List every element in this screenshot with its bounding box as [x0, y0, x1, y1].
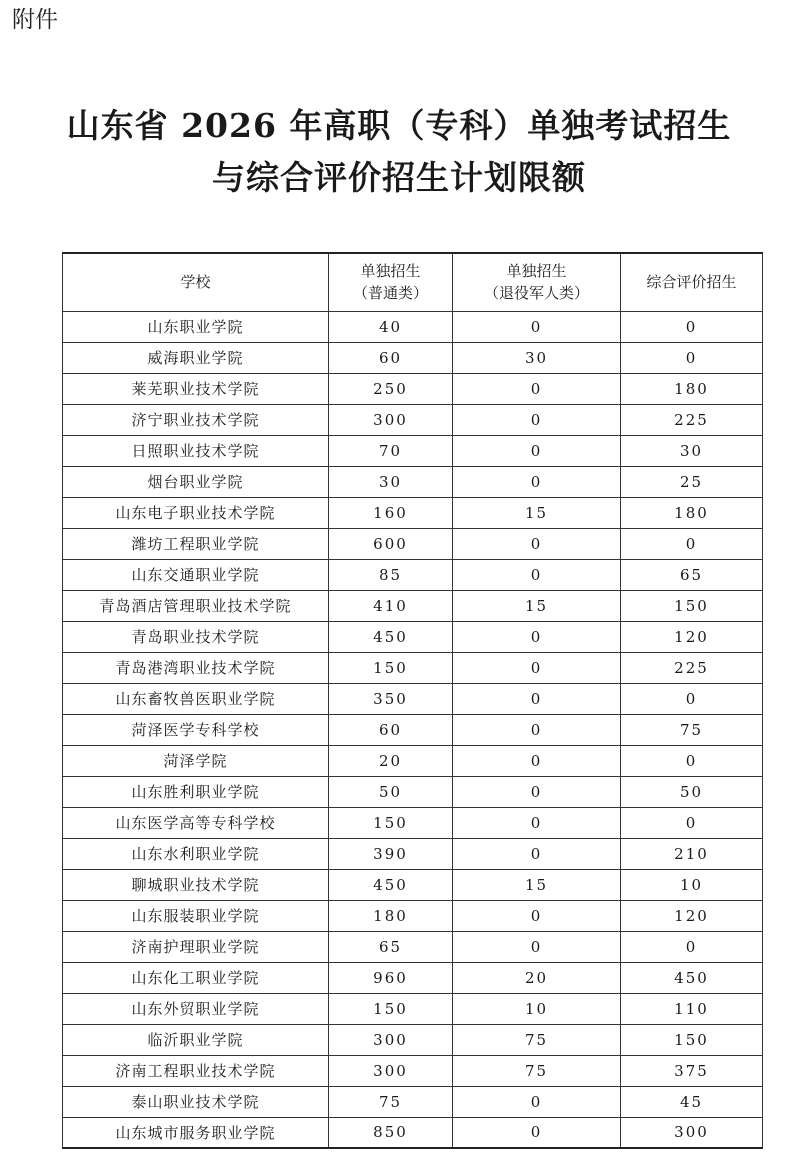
cell-veteran: 0 — [453, 373, 621, 404]
cell-school: 青岛酒店管理职业技术学院 — [63, 590, 329, 621]
cell-school: 菏泽医学专科学校 — [63, 714, 329, 745]
cell-school: 济南护理职业学院 — [63, 931, 329, 962]
cell-normal: 50 — [329, 776, 453, 807]
cell-evaluation: 300 — [621, 1117, 763, 1148]
cell-veteran: 0 — [453, 776, 621, 807]
cell-normal: 450 — [329, 869, 453, 900]
cell-veteran: 0 — [453, 559, 621, 590]
header-normal-line2: （普通类） — [352, 284, 428, 303]
cell-school: 济南工程职业技术学院 — [63, 1055, 329, 1086]
cell-evaluation: 450 — [621, 962, 763, 993]
cell-evaluation: 0 — [621, 745, 763, 776]
cell-school: 烟台职业学院 — [63, 466, 329, 497]
cell-veteran: 0 — [453, 311, 621, 342]
header-school: 学校 — [63, 253, 329, 311]
cell-normal: 30 — [329, 466, 453, 497]
cell-veteran: 0 — [453, 621, 621, 652]
cell-veteran: 0 — [453, 652, 621, 683]
header-evaluation: 综合评价招生 — [621, 253, 763, 311]
cell-evaluation: 150 — [621, 1024, 763, 1055]
cell-evaluation: 110 — [621, 993, 763, 1024]
document-title — [0, 100, 798, 204]
cell-veteran: 15 — [453, 590, 621, 621]
table-row — [63, 838, 763, 869]
cell-normal: 20 — [329, 745, 453, 776]
table-row — [63, 559, 763, 590]
cell-veteran: 0 — [453, 435, 621, 466]
cell-normal: 160 — [329, 497, 453, 528]
cell-school: 山东胜利职业学院 — [63, 776, 329, 807]
cell-school: 山东交通职业学院 — [63, 559, 329, 590]
cell-normal: 410 — [329, 590, 453, 621]
table-header — [63, 253, 763, 311]
cell-veteran: 0 — [453, 466, 621, 497]
cell-veteran: 15 — [453, 869, 621, 900]
table-row — [63, 1117, 763, 1148]
cell-evaluation: 0 — [621, 528, 763, 559]
cell-normal: 85 — [329, 559, 453, 590]
cell-veteran: 75 — [453, 1055, 621, 1086]
cell-school: 青岛职业技术学院 — [63, 621, 329, 652]
cell-school: 山东城市服务职业学院 — [63, 1117, 329, 1148]
table-row — [63, 962, 763, 993]
title-line-1: 山东省 2026 年高职（专科）单独考试招生 — [66, 106, 732, 145]
cell-veteran: 0 — [453, 683, 621, 714]
cell-school: 山东化工职业学院 — [63, 962, 329, 993]
cell-evaluation: 375 — [621, 1055, 763, 1086]
cell-normal: 300 — [329, 1055, 453, 1086]
cell-school: 山东医学高等专科学校 — [63, 807, 329, 838]
title-line-2: 与综合评价招生计划限额 — [212, 158, 586, 197]
cell-school: 临沂职业学院 — [63, 1024, 329, 1055]
table-row — [63, 714, 763, 745]
table-row — [63, 311, 763, 342]
cell-evaluation: 120 — [621, 900, 763, 931]
cell-evaluation: 180 — [621, 373, 763, 404]
cell-school: 菏泽学院 — [63, 745, 329, 776]
cell-normal: 850 — [329, 1117, 453, 1148]
cell-normal: 180 — [329, 900, 453, 931]
table-row — [63, 993, 763, 1024]
cell-normal: 40 — [329, 311, 453, 342]
cell-veteran: 0 — [453, 838, 621, 869]
table-row — [63, 528, 763, 559]
attachment-label: 附件 — [12, 7, 58, 33]
cell-evaluation: 210 — [621, 838, 763, 869]
cell-normal: 75 — [329, 1086, 453, 1117]
table-row — [63, 497, 763, 528]
cell-veteran: 10 — [453, 993, 621, 1024]
cell-evaluation: 25 — [621, 466, 763, 497]
table-row — [63, 683, 763, 714]
table-row — [63, 342, 763, 373]
cell-normal: 65 — [329, 931, 453, 962]
cell-evaluation: 45 — [621, 1086, 763, 1117]
cell-normal: 450 — [329, 621, 453, 652]
cell-normal: 60 — [329, 342, 453, 373]
cell-school: 山东水利职业学院 — [63, 838, 329, 869]
table-row — [63, 652, 763, 683]
cell-school: 青岛港湾职业技术学院 — [63, 652, 329, 683]
cell-evaluation: 0 — [621, 683, 763, 714]
table-row — [63, 1055, 763, 1086]
cell-normal: 70 — [329, 435, 453, 466]
cell-veteran: 0 — [453, 1117, 621, 1148]
cell-school: 山东职业学院 — [63, 311, 329, 342]
cell-school: 威海职业学院 — [63, 342, 329, 373]
table-row — [63, 745, 763, 776]
cell-school: 泰山职业技术学院 — [63, 1086, 329, 1117]
table-row — [63, 466, 763, 497]
cell-veteran: 0 — [453, 807, 621, 838]
cell-school: 潍坊工程职业学院 — [63, 528, 329, 559]
enrollment-quota-table — [62, 252, 763, 1149]
cell-veteran: 0 — [453, 404, 621, 435]
cell-normal: 960 — [329, 962, 453, 993]
cell-evaluation: 180 — [621, 497, 763, 528]
cell-veteran: 0 — [453, 900, 621, 931]
table-row — [63, 900, 763, 931]
cell-veteran: 0 — [453, 1086, 621, 1117]
cell-veteran: 0 — [453, 931, 621, 962]
cell-school: 山东电子职业技术学院 — [63, 497, 329, 528]
table-body — [63, 311, 763, 1148]
cell-veteran: 0 — [453, 745, 621, 776]
cell-veteran: 30 — [453, 342, 621, 373]
cell-school: 日照职业技术学院 — [63, 435, 329, 466]
table-row — [63, 931, 763, 962]
cell-normal: 60 — [329, 714, 453, 745]
cell-evaluation: 50 — [621, 776, 763, 807]
cell-evaluation: 0 — [621, 342, 763, 373]
cell-veteran: 0 — [453, 714, 621, 745]
cell-evaluation: 10 — [621, 869, 763, 900]
table-row — [63, 404, 763, 435]
table-row — [63, 373, 763, 404]
header-row — [63, 253, 763, 311]
cell-evaluation: 30 — [621, 435, 763, 466]
table-row — [63, 621, 763, 652]
table-row — [63, 1086, 763, 1117]
table-row — [63, 776, 763, 807]
header-normal-line1: 单独招生 — [360, 262, 421, 281]
cell-veteran: 0 — [453, 528, 621, 559]
cell-school: 山东外贸职业学院 — [63, 993, 329, 1024]
cell-evaluation: 75 — [621, 714, 763, 745]
cell-veteran: 75 — [453, 1024, 621, 1055]
cell-normal: 150 — [329, 807, 453, 838]
cell-evaluation: 150 — [621, 590, 763, 621]
header-veteran — [453, 253, 621, 311]
header-normal — [329, 253, 453, 311]
cell-normal: 390 — [329, 838, 453, 869]
cell-normal: 150 — [329, 993, 453, 1024]
cell-normal: 250 — [329, 373, 453, 404]
table-row — [63, 435, 763, 466]
cell-normal: 300 — [329, 404, 453, 435]
cell-evaluation: 225 — [621, 404, 763, 435]
cell-evaluation: 65 — [621, 559, 763, 590]
cell-veteran: 15 — [453, 497, 621, 528]
header-veteran-line1: 单独招生 — [506, 262, 567, 281]
cell-evaluation: 0 — [621, 931, 763, 962]
header-veteran-line2: （退役军人类） — [483, 284, 589, 303]
table-row — [63, 590, 763, 621]
cell-evaluation: 0 — [621, 311, 763, 342]
table-row — [63, 807, 763, 838]
cell-veteran: 20 — [453, 962, 621, 993]
cell-normal: 150 — [329, 652, 453, 683]
cell-school: 莱芜职业技术学院 — [63, 373, 329, 404]
table-row — [63, 869, 763, 900]
cell-normal: 600 — [329, 528, 453, 559]
cell-evaluation: 225 — [621, 652, 763, 683]
cell-evaluation: 0 — [621, 807, 763, 838]
cell-school: 山东畜牧兽医职业学院 — [63, 683, 329, 714]
table-row — [63, 1024, 763, 1055]
cell-school: 聊城职业技术学院 — [63, 869, 329, 900]
cell-normal: 300 — [329, 1024, 453, 1055]
cell-school: 济宁职业技术学院 — [63, 404, 329, 435]
cell-evaluation: 120 — [621, 621, 763, 652]
cell-normal: 350 — [329, 683, 453, 714]
cell-school: 山东服装职业学院 — [63, 900, 329, 931]
